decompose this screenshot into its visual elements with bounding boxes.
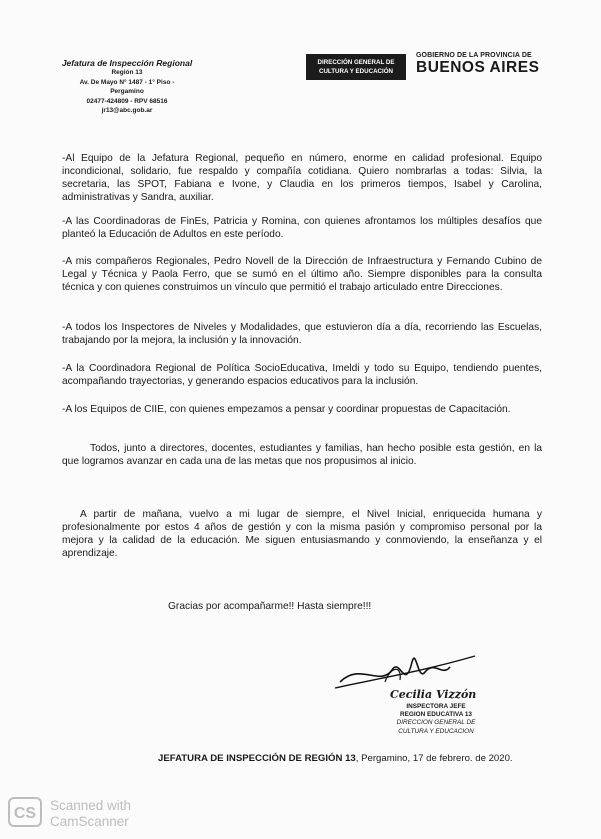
office-phone: 02477-424809 - RPV 68516	[86, 97, 168, 105]
office-city: Pergamino	[110, 88, 144, 95]
direccion-line2: CULTURA Y EDUCACIÓN	[318, 68, 394, 75]
paragraph-jefatura: -Al Equipo de la Jefatura Regional, pequeño en número, enorme en calidad profesional. Equipo incondicional, solidario, fue respaldo y compañía cotidiana. Quiero nombrarlas a todas: Silvia, la secretaria, las SPOT, Fabiana e Ivone, y Claudia en los primeros tiempos, Isabel y Carolina, administrativas y Sandra, auxiliar.	[62, 153, 542, 203]
office-region: Región 13	[111, 69, 143, 76]
paragraph-nivel-inicial: A partir de mañana, vuelvo a mi lugar de siempre, el Nivel Inicial, enriquecida humana y profesionalmente por estos 4 años de gestión y con la misma pasión y compromiso personal por la mejora y la calidad de la educación. Me siguen entusiasmando y conmoviendo, la enseñanza y el aprendizaje.	[62, 509, 542, 559]
office-address: Av. De Mayo N° 1487 - 1° Piso -	[79, 78, 175, 86]
closing-line: Gracias por acompañarme!! Hasta siempre!!!	[168, 601, 372, 612]
signature-org2: CULTURA Y EDUCACION	[398, 727, 474, 735]
watermark-line1: Scanned with	[50, 798, 132, 813]
camscanner-watermark	[50, 798, 131, 830]
watermark-line2: CamScanner	[50, 814, 129, 829]
office-email: jr13@abc.gob.ar	[101, 107, 153, 114]
camscanner-logo: CS	[8, 797, 42, 827]
paragraph-inspectores: -A todos los Inspectores de Niveles y Modalidades, que estuvieron día a día, recorriendo las Escuelas, trabajando por la mejora, la inclusión y la innovación.	[62, 322, 542, 346]
direccion-line1: DIRECCIÓN GENERAL DE	[317, 59, 395, 66]
signature-block	[386, 703, 486, 736]
paragraph-fines: -A las Coordinadoras de FinEs, Patricia y Romina, con quienes afrontamos los múltiples desafíos que planteó la Educación de Adultos en este período.	[62, 216, 542, 240]
footer-office: JEFATURA DE INSPECCIÓN DE REGIÓN 13	[158, 753, 356, 764]
direccion-logo-box	[306, 54, 406, 80]
gobierno-logo	[416, 52, 556, 76]
office-header	[52, 58, 202, 116]
provincia-line: BUENOS AIRES	[416, 59, 540, 76]
paragraph-socioeducativa: -A la Coordinadora Regional de Política SocioEducativa, Imeldi y todo su Equipo, tendiendo puentes, acompañando trayectorias, y generando espacios educativos para la inclusión.	[62, 363, 542, 387]
signature-region: REGION EDUCATIVA 13	[400, 711, 472, 719]
signature-org1: DIRECCION GENERAL DE	[396, 719, 476, 727]
paragraph-todos: Todos, junto a directores, docentes, estudiantes y familias, han hecho posible esta gestión, en la que logramos avanzar en cada una de las metas que nos propusimos al inicio.	[62, 443, 542, 467]
signature-name: Cecilia Vizzón	[390, 688, 477, 701]
signature-role: INSPECTORA JEFE	[406, 703, 466, 710]
footer-line	[158, 753, 513, 764]
gobierno-line: GOBIERNO DE LA PROVINCIA DE	[416, 52, 532, 59]
footer-date: , Pergamino, 17 de febrero. de 2020.	[355, 753, 513, 764]
office-title: Jefatura de Inspección Regional	[61, 58, 193, 68]
paragraph-ciie: -A los Equipos de CIIE, con quienes empezamos a pensar y coordinar propuestas de Capacitación.	[62, 404, 511, 415]
paragraph-regionales: -A mis compañeros Regionales, Pedro Novell de la Dirección de Infraestructura y Fernando Cubino de Legal y Técnica y Paola Ferro, que se sumó en el último año. Siempre disponibles para la consulta técnica y con quienes construimos un vínculo que permitió el trabajo articulado entre Direcciones.	[62, 256, 542, 293]
